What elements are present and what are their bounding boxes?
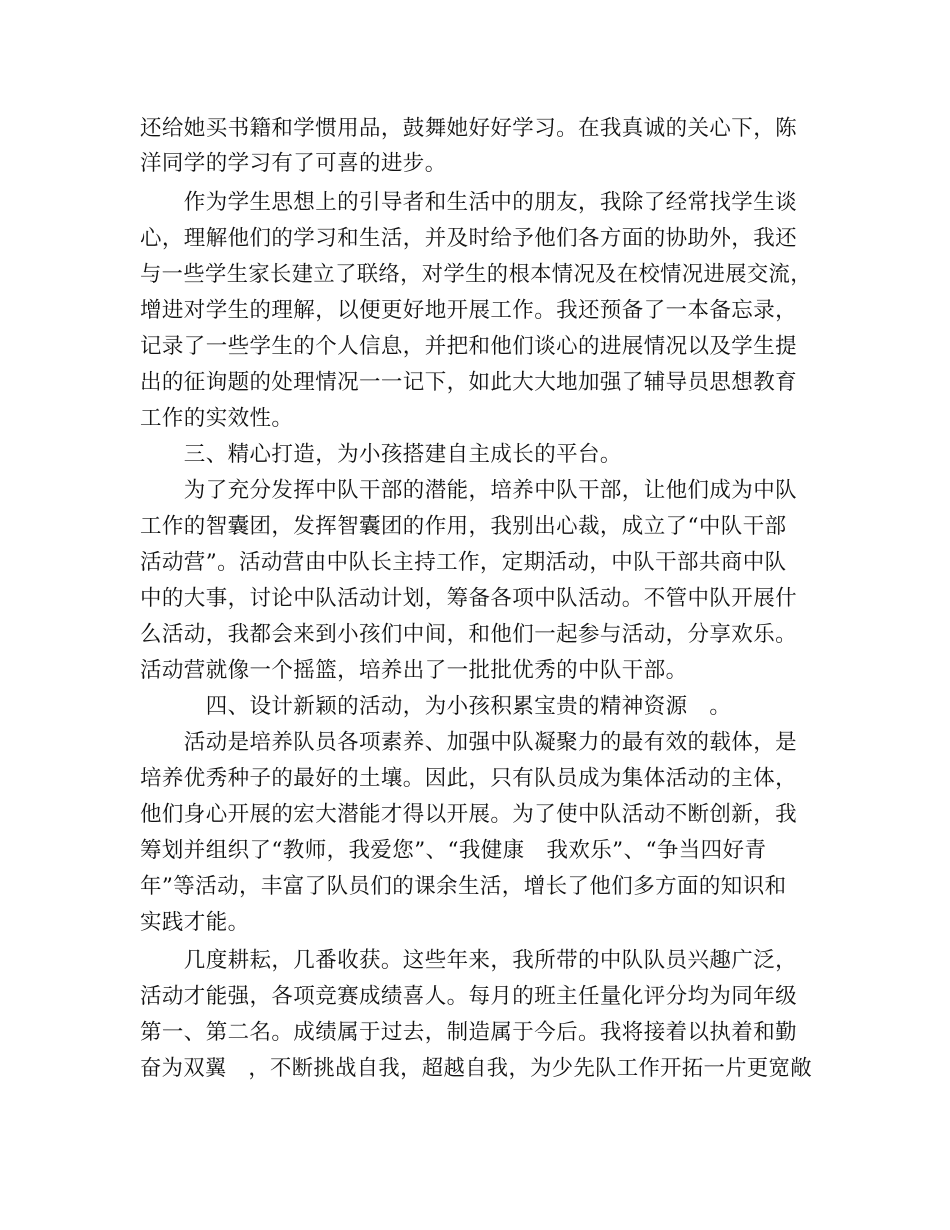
text-line: 年”等活动，丰富了队员们的课余生活，增长了他们多方面的知识和	[140, 874, 787, 899]
text-line: 几度耕耘，几番收获。这些年来，我所带的中队队员兴趣广泛，	[140, 948, 798, 973]
section-heading: 三、精心打造，为小孩搭建自主成长的平台。	[140, 442, 622, 467]
text-line: 么活动，我都会来到小孩们中间，和他们一起参与活动，分享欢乐。	[140, 622, 798, 647]
text-line: 第一、第二名。成绩属于过去，制造属于今后。我将接着以执着和勤	[140, 1020, 798, 1045]
text-line: 中的大事，讨论中队活动计划，筹备各项中队活动。不管中队开展什	[140, 586, 798, 611]
text-line: 活动营”。活动营由中队长主持工作，定期活动，中队干部共商中队	[140, 550, 787, 575]
text-line: 出的征询题的处理情况一一记下，如此大大地加强了辅导员思想教育	[140, 370, 798, 395]
section-heading: 四、设计新颖的活动，为小孩积累宝贵的精神资源 。	[140, 694, 732, 719]
text-line: 为了充分发挥中队干部的潜能，培养中队干部，让他们成为中队	[140, 478, 798, 503]
text-line: 奋为双翼 ，不断挑战自我，超越自我，为少先队工作开拓一片更宽敞	[140, 1056, 812, 1081]
text-line: 作为学生思想上的引导者和生活中的朋友，我除了经常找学生谈	[140, 190, 798, 215]
text-line: 还给她买书籍和学惯用品，鼓舞她好好学习。在我真诚的关心下，陈	[140, 116, 798, 141]
text-line: 与一些学生家长建立了联络，对学生的根本情况及在校情况进展交流，	[140, 262, 812, 287]
text-line: 洋同学的学习有了可喜的进步。	[140, 151, 447, 176]
text-line: 筹划并组织了“教师，我爱您”、“我健康 我欢乐”、“争当四好青	[140, 838, 767, 863]
text-line: 活动才能强，各项竞赛成绩喜人。每月的班主任量化评分均为同年级	[140, 984, 798, 1009]
text-line: 他们身心开展的宏大潜能才得以开展。为了使中队活动不断创新，我	[140, 802, 798, 827]
text-line: 活动营就像一个摇篮，培养出了一批批优秀的中队干部。	[140, 658, 688, 683]
text-line: 工作的智囊团，发挥智囊团的作用，我别出心裁，成立了“中队干部	[140, 514, 787, 539]
text-line: 工作的实效性。	[140, 406, 294, 431]
text-line: 实践才能。	[140, 910, 250, 935]
text-line: 培养优秀种子的最好的土壤。因此，只有队员成为集体活动的主体，	[140, 766, 798, 791]
text-line: 记录了一些学生的个人信息，并把和他们谈心的进展情况以及学生提	[140, 334, 798, 359]
text-line: 心，理解他们的学习和生活，并及时给予他们各方面的协助外，我还	[140, 226, 798, 251]
text-line: 活动是培养队员各项素养、加强中队凝聚力的最有效的载体，是	[140, 730, 798, 755]
text-line: 增进对学生的理解，以便更好地开展工作。我还预备了一本备忘录，	[140, 298, 798, 323]
